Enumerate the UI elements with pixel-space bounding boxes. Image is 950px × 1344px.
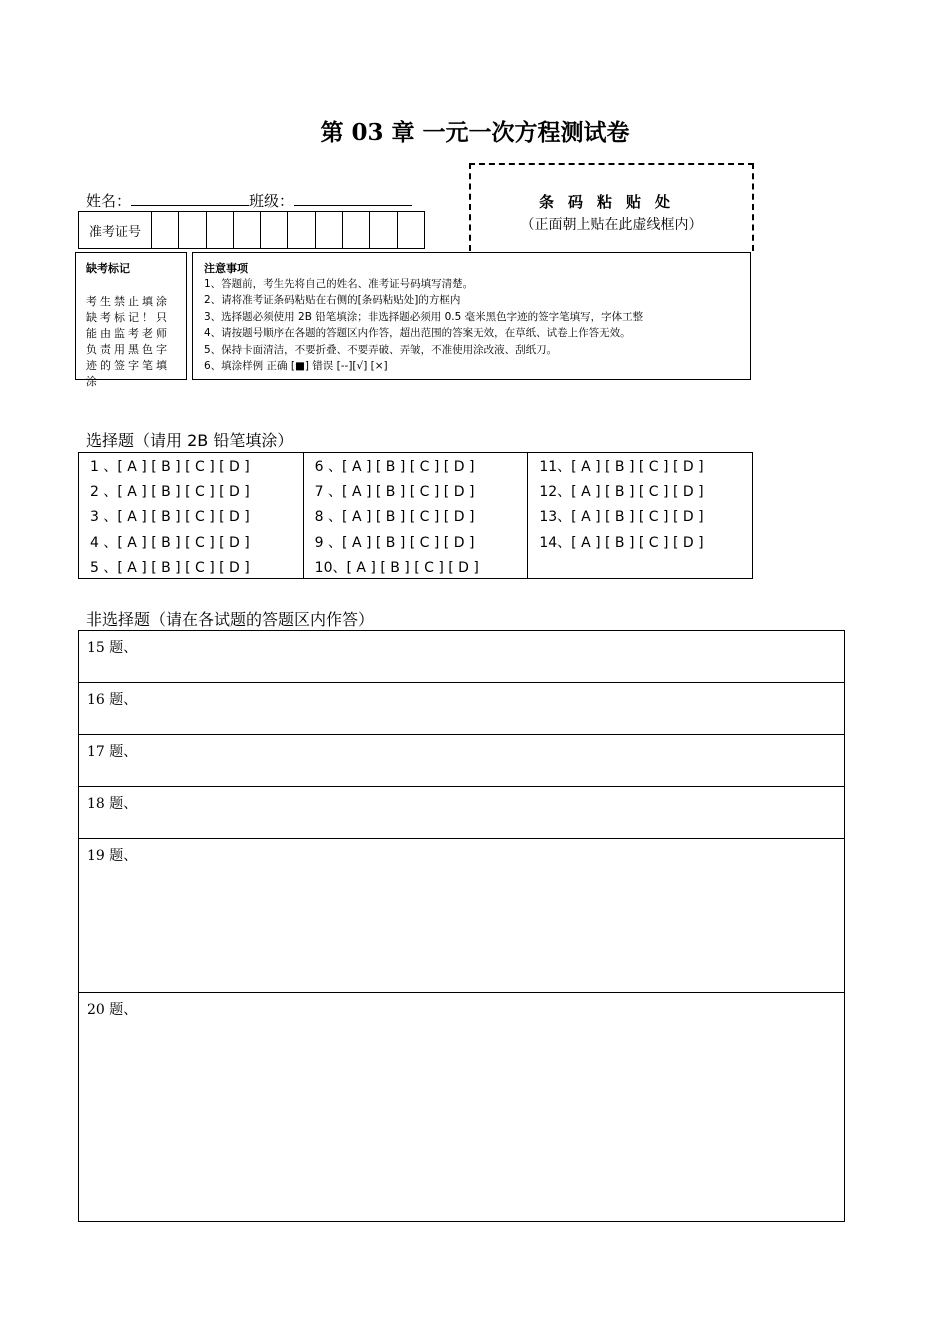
- answer-box-20[interactable]: [79, 993, 844, 1222]
- question-label: 15 题、: [87, 640, 138, 656]
- note-item: 6、填涂样例 正确 [■] 错误 [--][√] [×]: [204, 360, 388, 373]
- choice-row-8[interactable]: 8 、[ A ] [ B ] [ C ] [ D ]: [314, 509, 475, 526]
- barcode-area: [469, 163, 754, 251]
- choice-row-14[interactable]: 14、[ A ] [ B ] [ C ] [ D ]: [539, 534, 704, 551]
- answer-box-16[interactable]: [79, 683, 844, 735]
- note-item: 2、请将准考证条码粘贴在右侧的[条码粘贴处]的方框内: [204, 294, 461, 307]
- absent-mark-text: 考生禁止填涂缺考标记！只能由监考老师负责用黑色字迹的签字笔填涂: [86, 295, 170, 388]
- barcode-title: 条码粘贴处: [538, 193, 684, 211]
- choice-row-4[interactable]: 4 、[ A ] [ B ] [ C ] [ D ]: [90, 534, 250, 551]
- choice-column: [304, 453, 529, 578]
- question-label: 17 题、: [87, 744, 138, 760]
- answer-box-19[interactable]: [79, 839, 844, 993]
- exam-number-cell[interactable]: [370, 212, 397, 248]
- choice-row-11[interactable]: 11、[ A ] [ B ] [ C ] [ D ]: [539, 459, 704, 475]
- choice-row-10[interactable]: 10、[ A ] [ B ] [ C ] [ D ]: [314, 559, 479, 576]
- exam-number-cell[interactable]: [152, 212, 179, 248]
- notes-header: 注意事项: [204, 262, 248, 275]
- answer-box-18[interactable]: [79, 787, 844, 839]
- exam-number-cell[interactable]: [261, 212, 288, 248]
- choice-row-6[interactable]: 6 、[ A ] [ B ] [ C ] [ D ]: [314, 459, 475, 475]
- absent-mark-header: 缺考标记: [86, 262, 130, 275]
- choice-column: [79, 453, 304, 578]
- essay-section-title: 非选择题（请在各试题的答题区内作答）: [86, 610, 375, 629]
- essay-answer-area: [78, 630, 845, 1222]
- notes-box: [192, 252, 751, 380]
- barcode-instruction: （正面朝上贴在此虚线框内）: [520, 217, 703, 233]
- choice-answer-grid: [78, 452, 753, 579]
- choice-row-9[interactable]: 9 、[ A ] [ B ] [ C ] [ D ]: [314, 534, 475, 551]
- exam-number-cell[interactable]: [288, 212, 315, 248]
- answer-box-17[interactable]: [79, 735, 844, 787]
- question-label: 19 题、: [87, 848, 138, 864]
- choice-row-12[interactable]: 12、[ A ] [ B ] [ C ] [ D ]: [539, 484, 704, 501]
- page-title: 第 03 章 一元一次方程测试卷: [320, 119, 630, 146]
- name-label: 姓名：: [86, 192, 132, 210]
- question-label: 16 题、: [87, 692, 138, 708]
- answer-box-15[interactable]: [79, 631, 844, 683]
- exam-number-cell[interactable]: [343, 212, 370, 248]
- choice-column: [528, 453, 752, 578]
- class-label: 班级：: [249, 192, 295, 210]
- choice-row-7[interactable]: 7 、[ A ] [ B ] [ C ] [ D ]: [314, 484, 475, 501]
- exam-number-cell[interactable]: [207, 212, 234, 248]
- choice-row-5[interactable]: 5 、[ A ] [ B ] [ C ] [ D ]: [90, 559, 250, 576]
- exam-number-box: [78, 211, 425, 249]
- choice-row-3[interactable]: 3 、[ A ] [ B ] [ C ] [ D ]: [90, 509, 250, 526]
- note-item: 5、保持卡面清洁，不要折叠、不要弄破、弄皱，不准使用涂改液、刮纸刀。: [204, 343, 558, 356]
- choice-row-13[interactable]: 13、[ A ] [ B ] [ C ] [ D ]: [539, 509, 704, 526]
- choice-section-title: 选择题（请用 2B 铅笔填涂）: [86, 431, 294, 450]
- question-label: 18 题、: [87, 796, 138, 812]
- exam-number-cell[interactable]: [179, 212, 206, 248]
- choice-row-2[interactable]: 2 、[ A ] [ B ] [ C ] [ D ]: [90, 484, 250, 501]
- note-item: 4、请按题号顺序在各题的答题区内作答，超出范围的答案无效，在草纸、试卷上作答无效。: [204, 327, 631, 340]
- note-item: 3、选择题必须使用 2B 铅笔填涂；非选择题必须用 0.5 毫米黑色字迹的签字笔填写，字体工整: [204, 310, 644, 323]
- exam-number-cell[interactable]: [316, 212, 343, 248]
- absent-mark-box: [75, 252, 187, 388]
- exam-number-cell[interactable]: [234, 212, 261, 248]
- class-field[interactable]: [294, 191, 412, 206]
- name-field[interactable]: [131, 191, 249, 206]
- question-label: 20 题、: [87, 1002, 138, 1018]
- student-info: [86, 190, 412, 211]
- note-item: 1、答题前，考生先将自己的姓名、准考证号码填写清楚。: [204, 278, 474, 290]
- exam-number-label: 准考证号: [79, 212, 152, 248]
- exam-number-cell[interactable]: [398, 212, 424, 248]
- choice-row-1[interactable]: 1 、[ A ] [ B ] [ C ] [ D ]: [90, 459, 250, 475]
